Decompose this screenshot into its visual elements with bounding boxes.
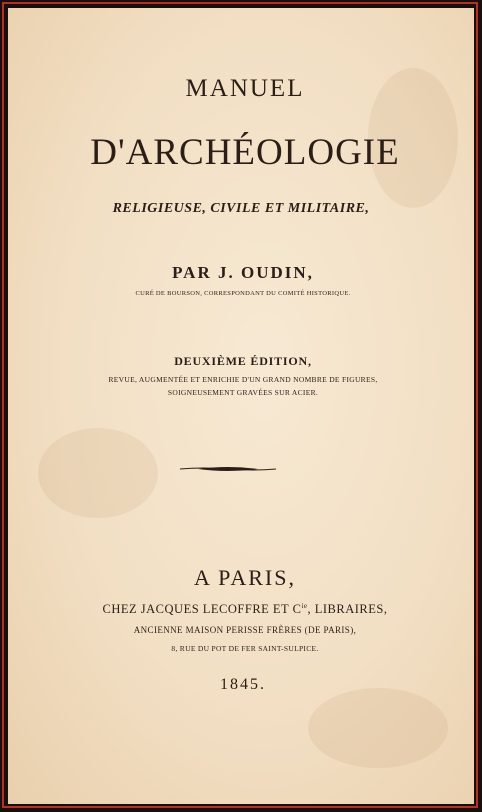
ornamental-rule-icon bbox=[178, 463, 278, 475]
publisher-superscript: ie bbox=[301, 602, 308, 610]
edition-description-line-2: SOIGNEUSEMENT GRAVÉES SUR ACIER. bbox=[167, 388, 319, 397]
publisher bbox=[12, 602, 474, 617]
author-description: CURÉ DE BOURSON, CORRESPONDANT DU COMITÉ HISTORIQUE. bbox=[135, 290, 351, 297]
title-line-1: MANUEL bbox=[185, 75, 305, 102]
publisher-name: CHEZ JACQUES LECOFFRE ET C bbox=[102, 602, 302, 617]
publisher-address: 8, RUE DU POT DE FER SAINT-SULPICE. bbox=[171, 644, 319, 653]
imprint-city: A PARIS, bbox=[193, 565, 296, 590]
edition: DEUXIÈME ÉDITION, bbox=[174, 354, 312, 368]
title-line-2: D'ARCHÉOLOGIE bbox=[90, 132, 400, 173]
paper-stain bbox=[38, 428, 158, 518]
publisher-former-house: ANCIENNE MAISON PERISSE FRÈRES (DE PARIS), bbox=[133, 625, 357, 635]
title-page bbox=[8, 8, 474, 804]
publisher-tail: , LIBRAIRES, bbox=[307, 602, 388, 617]
publication-year: 1845. bbox=[220, 676, 266, 693]
author: PAR J. OUDIN, bbox=[172, 263, 314, 282]
edition-description-line-1: REVUE, AUGMENTÉE ET ENRICHIE D'UN GRAND NOMBRE DE FIGURES, bbox=[108, 375, 378, 384]
subtitle: RELIGIEUSE, CIVILE ET MILITAIRE, bbox=[112, 201, 370, 216]
paper-stain bbox=[308, 688, 448, 768]
